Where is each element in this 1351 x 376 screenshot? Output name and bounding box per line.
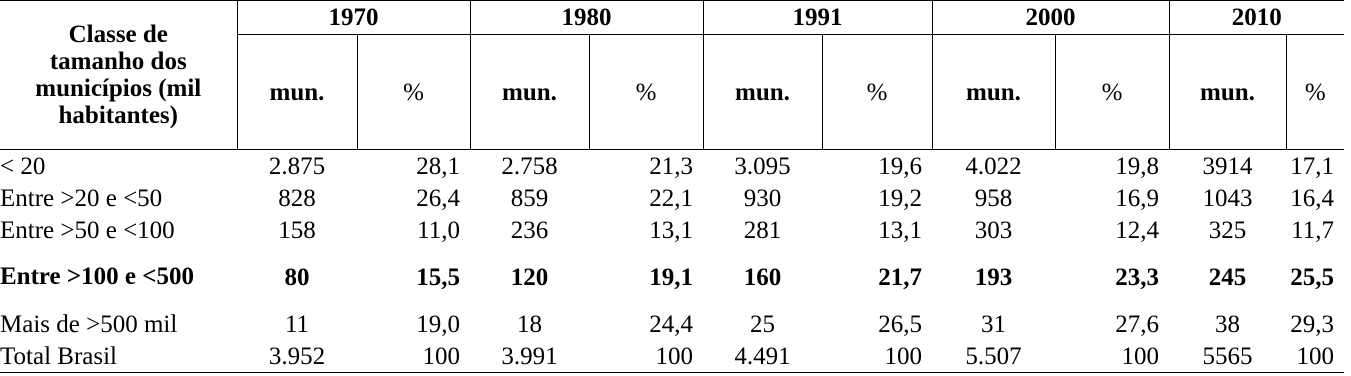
percent-cell: 19,2 — [878, 184, 922, 212]
mun-subheader: mun. — [237, 35, 357, 150]
table-header — [0, 1, 1344, 150]
mun-count-cell: 859 — [510, 184, 549, 212]
size-class-header — [0, 1, 237, 150]
table-row — [0, 246, 1344, 308]
mun-subheader: mun. — [470, 35, 589, 150]
table-row — [0, 182, 1344, 214]
mun-count-cell: 930 — [743, 184, 782, 212]
mun-count-cell: 11 — [284, 310, 310, 338]
row-label: Mais de >500 mil — [0, 310, 178, 338]
percent-subheader: % — [357, 35, 470, 150]
percent-cell: 21,3 — [649, 152, 693, 180]
percent-subheader: % — [589, 35, 703, 150]
percent-cell: 100 — [822, 340, 932, 373]
mun-count-cell: 245 — [1208, 263, 1247, 291]
percent-cell: 23,3 — [1115, 263, 1159, 291]
mun-count-cell: 18 — [517, 310, 542, 338]
mun-count-cell: 3.952 — [237, 340, 357, 373]
percent-cell: 26,4 — [416, 184, 460, 212]
mun-count-cell: 31 — [981, 310, 1006, 338]
mun-count-cell: 193 — [974, 263, 1013, 291]
mun-count-cell: 828 — [278, 184, 316, 212]
row-label: Entre >50 e <100 — [0, 216, 175, 244]
mun-count-cell: 5565 — [1169, 340, 1286, 373]
percent-cell: 28,1 — [416, 152, 460, 180]
year-header-1991: 1991 — [703, 1, 932, 35]
percent-subheader: % — [1286, 35, 1344, 150]
percent-cell: 100 — [1286, 340, 1344, 373]
percent-cell: 13,1 — [649, 216, 693, 244]
mun-subheader: mun. — [703, 35, 822, 150]
percent-cell: 24,4 — [649, 310, 693, 338]
percent-cell: 11,0 — [417, 216, 460, 244]
percent-cell: 100 — [1055, 340, 1169, 373]
percent-cell: 19,0 — [416, 310, 460, 338]
mun-count-cell: 3.095 — [734, 152, 791, 180]
year-header-2000: 2000 — [932, 1, 1169, 35]
mun-count-cell: 2.875 — [268, 152, 326, 180]
percent-cell: 13,1 — [878, 216, 922, 244]
table-row — [0, 340, 1344, 373]
percent-cell: 19,8 — [1115, 152, 1159, 180]
percent-cell: 11,7 — [1291, 216, 1334, 244]
size-class-header-line: tamanho dos — [49, 48, 187, 75]
mun-count-cell: 281 — [743, 216, 782, 244]
mun-count-cell: 303 — [974, 216, 1013, 244]
percent-cell: 21,7 — [878, 263, 922, 291]
mun-count-cell: 3914 — [1202, 152, 1253, 180]
percent-cell: 26,5 — [878, 310, 922, 338]
mun-count-cell: 236 — [510, 216, 549, 244]
mun-count-cell: 2.758 — [501, 152, 558, 180]
mun-count-cell: 38 — [1215, 310, 1240, 338]
mun-count-cell: 3.991 — [470, 340, 589, 373]
percent-cell: 22,1 — [649, 184, 693, 212]
year-header-1980: 1980 — [470, 1, 703, 35]
row-label: Entre >20 e <50 — [0, 184, 163, 212]
size-class-header-line: habitantes) — [58, 102, 178, 129]
percent-cell: 100 — [357, 340, 470, 373]
row-label: Entre >100 e <500 — [0, 263, 194, 290]
mun-count-cell: 160 — [743, 263, 782, 291]
mun-count-cell: 958 — [974, 184, 1013, 212]
percent-cell: 25,5 — [1290, 263, 1334, 291]
table-body — [0, 150, 1344, 373]
percent-cell: 17,1 — [1290, 152, 1334, 180]
mun-count-cell: 80 — [284, 263, 310, 291]
table-row — [0, 150, 1344, 183]
percent-subheader: % — [1055, 35, 1169, 150]
mun-count-cell: 325 — [1208, 216, 1247, 244]
row-label: < 20 — [0, 152, 46, 180]
mun-count-cell: 120 — [510, 263, 549, 291]
mun-subheader: mun. — [1169, 35, 1286, 150]
percent-subheader: % — [822, 35, 932, 150]
percent-cell: 16,4 — [1290, 184, 1334, 212]
year-header-2010: 2010 — [1169, 1, 1344, 35]
mun-count-cell: 25 — [750, 310, 775, 338]
percent-cell: 16,9 — [1115, 184, 1159, 212]
percent-cell: 15,5 — [416, 263, 460, 291]
percent-cell: 29,3 — [1290, 310, 1334, 338]
mun-count-cell: 4.491 — [703, 340, 822, 373]
size-class-header-line: Classe de — [68, 21, 168, 48]
mun-count-cell: 1043 — [1202, 184, 1253, 212]
mun-count-cell: 4.022 — [965, 152, 1022, 180]
table-row — [0, 214, 1344, 246]
size-class-header-line: municípios (mil — [35, 75, 202, 102]
mun-count-cell: 158 — [278, 216, 316, 244]
row-label: Total Brasil — [0, 340, 237, 373]
mun-subheader: mun. — [932, 35, 1055, 150]
percent-cell: 12,4 — [1115, 216, 1159, 244]
year-header-1970: 1970 — [237, 1, 470, 35]
percent-cell: 100 — [589, 340, 703, 373]
percent-cell: 19,1 — [649, 263, 693, 291]
mun-count-cell: 5.507 — [932, 340, 1055, 373]
percent-cell: 19,6 — [878, 152, 922, 180]
percent-cell: 27,6 — [1115, 310, 1159, 338]
table-row — [0, 308, 1344, 340]
header-row-years — [0, 1, 1344, 35]
